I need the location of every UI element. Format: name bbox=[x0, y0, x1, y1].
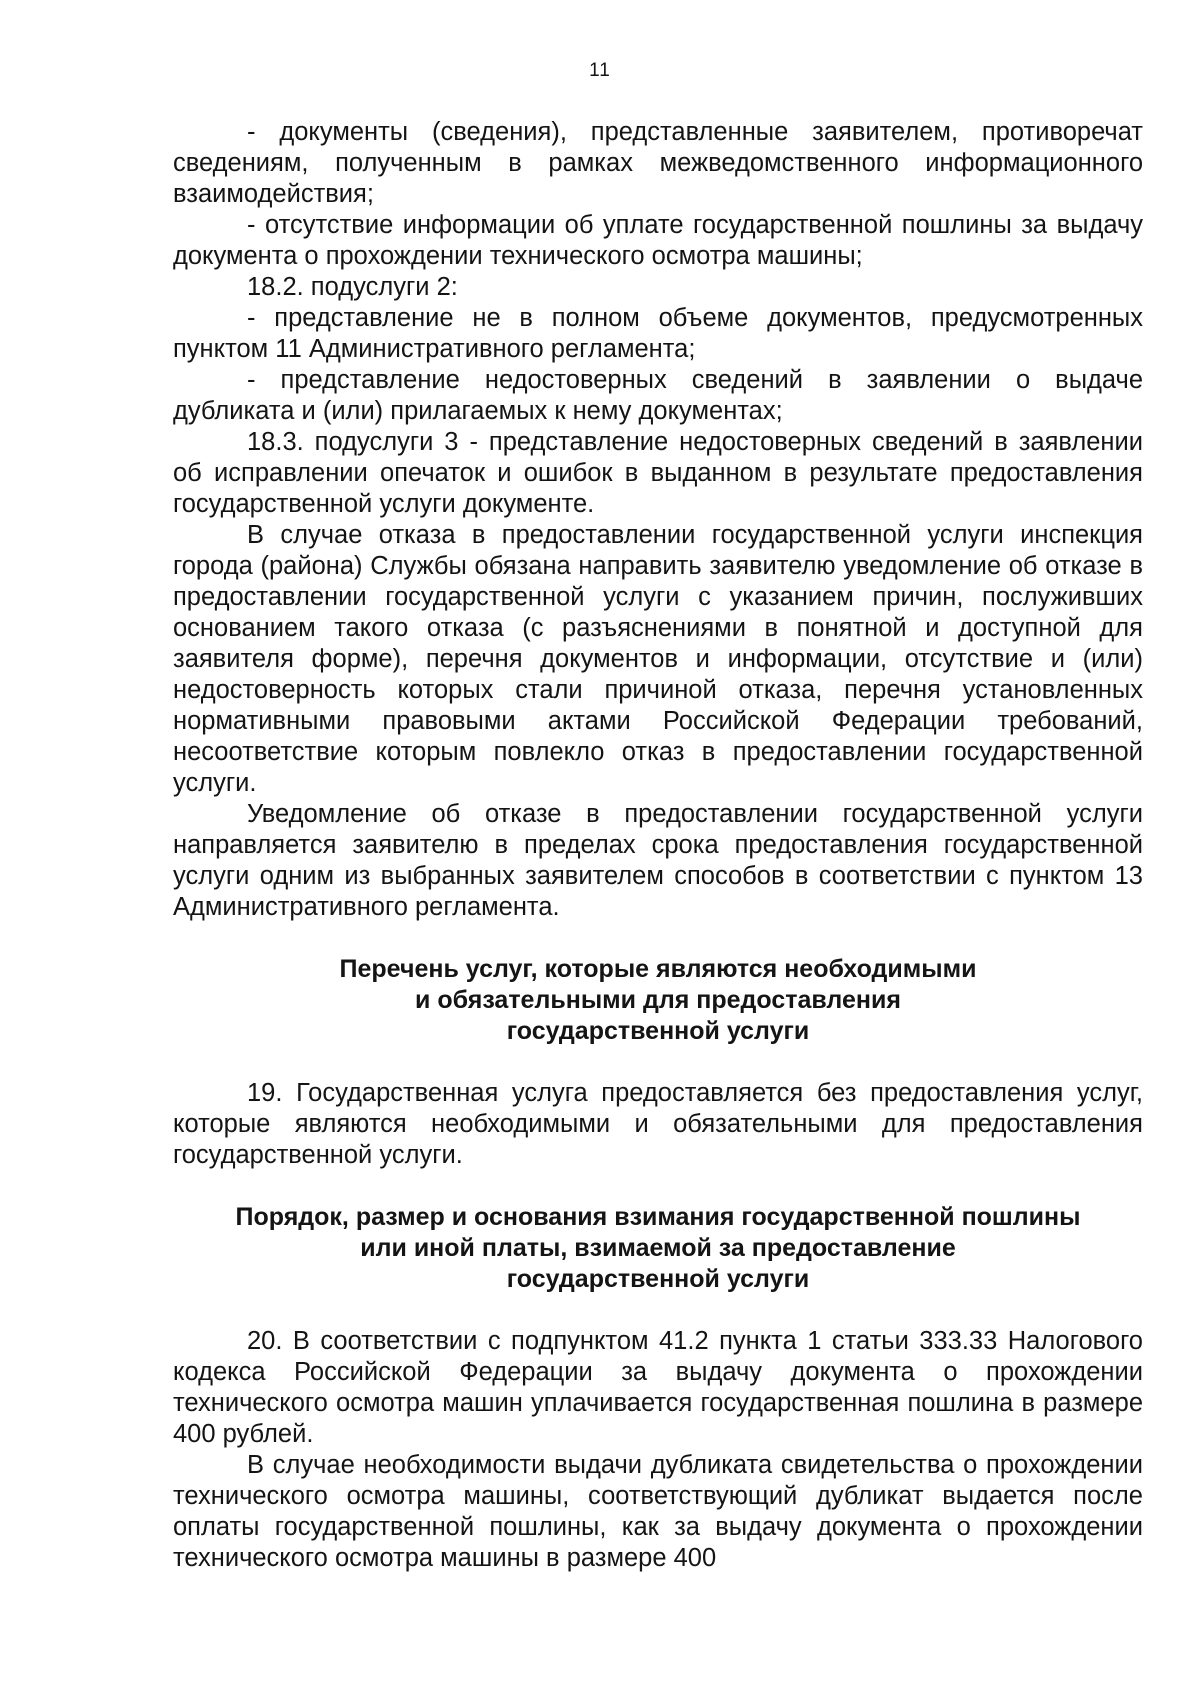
section-heading-services-list bbox=[173, 954, 1143, 1047]
heading-line: государственной услуги bbox=[506, 1265, 810, 1293]
heading-line: или иной платы, взимаемой за предоставление bbox=[360, 1234, 956, 1262]
heading-line: государственной услуги bbox=[506, 1017, 810, 1045]
paragraph: - представление не в полном объеме документов, предусмотренных пунктом 11 Административного регламента; bbox=[173, 304, 1143, 363]
paragraph: 18.2. подуслуги 2: bbox=[247, 273, 458, 301]
paragraph-20: 20. В соответствии с подпунктом 41.2 пункта 1 статьи 333.33 Налогового кодекса Российской Федерации за выдачу документа о прохождении технического осмотра машин уплачивается государственная пошлина в размере 400 рублей. bbox=[173, 1327, 1143, 1448]
heading-line: Перечень услуг, которые являются необходимыми bbox=[339, 955, 977, 983]
paragraph: - представление недостоверных сведений в заявлении о выдаче дубликата и (или) прилагаемых к нему документах; bbox=[173, 366, 1143, 425]
paragraph: - отсутствие информации об уплате государственной пошлины за выдачу документа о прохождении технического осмотра машины; bbox=[173, 211, 1143, 270]
paragraph: Уведомление об отказе в предоставлении государственной услуги направляется заявителю в пределах срока предоставления государственной услуги одним из выбранных заявителем способов в соответствии с пунктом 13 Административного регламента. bbox=[173, 800, 1143, 921]
paragraph: 18.3. подуслуги 3 - представление недостоверных сведений в заявлении об исправлении опечаток и ошибок в выданном в результате предоставления государственной услуги документе. bbox=[173, 428, 1143, 518]
document-body bbox=[173, 117, 1143, 1574]
heading-line: Порядок, размер и основания взимания государственной пошлины bbox=[235, 1203, 1081, 1231]
section-heading-state-fee bbox=[173, 1202, 1143, 1295]
paragraph: В случае необходимости выдачи дубликата свидетельства о прохождении технического осмотра машины, соответствующий дубликат выдается после оплаты государственной пошлины, как за выдачу документа о прохождении технического осмотра машины в размере 400 bbox=[173, 1451, 1143, 1572]
page-number: 11 bbox=[589, 60, 611, 81]
heading-line: и обязательными для предоставления bbox=[415, 986, 901, 1014]
paragraph: - документы (сведения), представленные заявителем, противоречат сведениям, полученным в рамках межведомственного информационного взаимодействия; bbox=[173, 118, 1143, 208]
paragraph: В случае отказа в предоставлении государственной услуги инспекция города (района) Службы обязана направить заявителю уведомление об отказе в предоставлении государственной услуги с указанием причин, послуживших основанием такого отказа (с разъяснениями в понятной и доступной для заявителя форме), перечня документов и информации, отсутствие и (или) недостоверность которых стали причиной отказа, перечня установленных нормативными правовыми актами Российской Федерации требований, несоответствие которым повлекло отказ в предоставлении государственной услуги. bbox=[173, 521, 1143, 797]
paragraph-19: 19. Государственная услуга предоставляется без предоставления услуг, которые являются необходимыми и обязательными для предоставления государственной услуги. bbox=[173, 1079, 1143, 1169]
